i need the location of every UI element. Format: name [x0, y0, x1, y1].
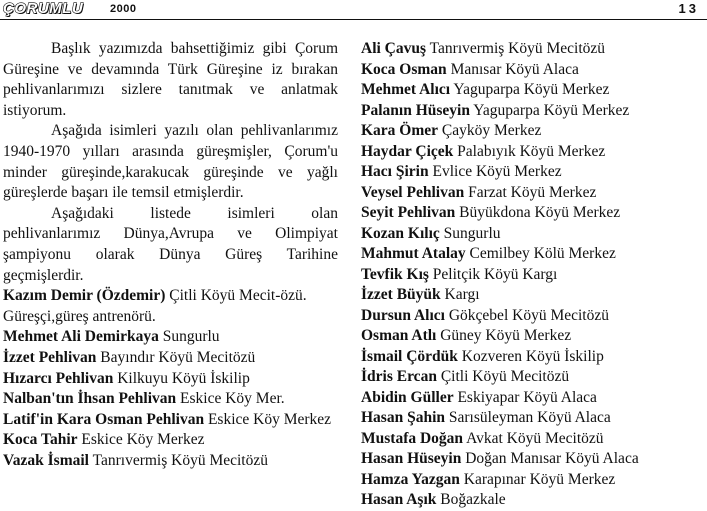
wrestler-info: Bayındır Köyü Mecitözü — [100, 348, 256, 366]
wrestler-name: Mahmut Atalay — [361, 245, 466, 262]
wrestler-info: Boğazkale — [440, 491, 506, 508]
list-item — [361, 60, 705, 81]
wrestler-info: Eskice Köy Merkez — [207, 410, 332, 428]
wrestler-name: İzzet Pehlivan — [3, 348, 97, 366]
list-item — [361, 39, 705, 60]
wrestler-info: Yaguparpa Köyü Merkez — [453, 81, 610, 98]
intro-paragraph: Başlık yazımızda bahsettiğimiz gibi Çorum Güreşine ve devamında Türk Güreşine iz bırakan pehlivanlarımızı sizlere tanıtmak ve anlatmak istiyorum. — [3, 40, 338, 119]
wrestler-list-left — [3, 286, 338, 471]
list-item — [361, 490, 705, 511]
list-item — [361, 449, 705, 470]
wrestler-name: Nalban'tın İhsan Pehlivan — [3, 390, 177, 408]
list-item — [361, 306, 705, 327]
wrestler-info: Tanrıvermiş Köyü Mecitözü — [429, 40, 606, 57]
wrestler-name: Hamza Yazgan — [361, 470, 460, 488]
wrestler-name: Palanın Hüseyin — [361, 101, 470, 119]
list-item — [3, 348, 338, 369]
list-item — [361, 408, 705, 429]
list-item — [361, 244, 705, 265]
list-item — [361, 121, 705, 142]
wrestler-name: Seyit Pehlivan — [361, 204, 456, 221]
wrestler-info: Pelitçik Köyü Kargı — [432, 265, 558, 283]
list-item — [3, 389, 338, 410]
wrestler-info: Yaguparpa Köyü Merkez — [473, 101, 630, 119]
wrestler-name: Osman Atlı — [361, 327, 437, 344]
list-item — [361, 162, 705, 183]
list-item — [3, 430, 338, 451]
wrestler-info: Eskiyapar Köyü Alaca — [457, 388, 597, 406]
wrestler-name: Kozan Kılıç — [361, 224, 440, 242]
header-rule — [0, 19, 707, 20]
wrestler-name: İsmail Çördük — [361, 347, 458, 365]
wrestler-name: Hasan Aşık — [361, 491, 437, 508]
wrestler-name: Vazak İsmail — [3, 451, 89, 469]
wrestler-name: Hızarcı Pehlivan — [3, 369, 114, 387]
wrestler-info: Sarısüleyman Köyü Alaca — [448, 409, 611, 426]
left-column — [3, 39, 338, 471]
list-item — [3, 327, 338, 348]
wrestler-info: Cemilbey Kölü Merkez — [469, 245, 616, 262]
wrestler-name: Ali Çavuş — [361, 40, 427, 57]
list-item — [361, 224, 705, 245]
wrestler-name: Koca Tahir — [3, 431, 78, 449]
wrestler-name: Veysel Pehlivan — [361, 183, 465, 201]
wrestler-info: Avkat Köyü Mecitözü — [466, 429, 604, 447]
wrestler-info: Güney Köyü Merkez — [440, 327, 572, 344]
list-item — [361, 101, 705, 122]
wrestler-name: Hasan Şahin — [361, 409, 446, 426]
wrestler-name: Hasan Hüseyin — [361, 450, 462, 467]
list-item — [3, 286, 338, 327]
list-item — [361, 183, 705, 204]
wrestler-info: Eskice Köy Merkez — [81, 431, 205, 449]
wrestler-info: Kilkuyu Köyü İskilip — [117, 369, 250, 387]
wrestler-name: Kazım Demir (Özdemir) — [3, 287, 166, 305]
wrestler-name: İzzet Büyük — [361, 286, 441, 303]
wrestler-info: Kozveren Köyü İskilip — [461, 347, 604, 365]
page-number: 13 — [678, 1, 699, 16]
wrestler-name: İdris Ercan — [361, 368, 437, 385]
wrestler-info: Manısar Köyü Alaca — [450, 60, 579, 78]
list-item — [361, 265, 705, 286]
issue-year: 2000 — [110, 3, 137, 15]
list-item — [361, 429, 705, 450]
wrestler-info: Çitli Köyü Mecitözü — [440, 368, 570, 385]
wrestler-info: Sungurlu — [162, 328, 220, 346]
wrestler-name: Mehmet Ali Demirkaya — [3, 328, 159, 346]
wrestler-info: Büyükdona Köyü Merkez — [459, 204, 621, 221]
wrestler-name: Hacı Şirin — [361, 163, 429, 180]
wrestler-info: Eskice Köy Mer. — [180, 390, 285, 408]
wrestler-name: Mehmet Alıcı — [361, 81, 451, 98]
wrestler-info: Sungurlu — [443, 224, 501, 242]
wrestler-info: Karapınar Köyü Merkez — [463, 470, 616, 488]
list-item — [361, 367, 705, 388]
list-item — [361, 203, 705, 224]
list-item — [3, 369, 338, 390]
wrestler-info: Doğan Manısar Köyü Alaca — [465, 450, 639, 467]
wrestler-name: Latif'in Kara Osman Pehlivan — [3, 410, 205, 428]
list-item — [3, 410, 338, 431]
list-item — [361, 470, 705, 491]
list-item — [361, 326, 705, 347]
wrestler-name: Kara Ömer — [361, 122, 439, 139]
wrestler-name: Haydar Çiçek — [361, 142, 454, 160]
wrestler-info: Palabıyık Köyü Merkez — [457, 142, 606, 160]
wrestler-name: Abidin Güller — [361, 388, 454, 406]
wrestler-info: Çitli Köyü Mecit-özü. Güreşçi,güreş antrenörü. — [3, 287, 307, 325]
list-item — [361, 388, 705, 409]
wrestler-info: Farzat Köyü Merkez — [468, 183, 597, 201]
wrestler-name: Dursun Alıcı — [361, 306, 445, 324]
list-item — [361, 142, 705, 163]
wrestler-info: Kargı — [444, 286, 480, 303]
intro-paragraph: Aşağıda isimleri yazılı olan pehlivanlarımız 1940-1970 yılları arasında güreşmişler, Çorum'u minder güreşinde,karakucak güreşinde ve yağlı güreşlerde başarı ile temsil etmişlerdir. — [3, 122, 338, 202]
list-item — [361, 285, 705, 306]
intro-paragraph: Aşağıdaki listede isimleri olan pehlivanlarımız Dünya,Avrupa ve Olimpiyat şampiyonu olarak Dünya Güreş Tarihine geçmişlerdir. — [3, 204, 338, 284]
wrestler-info: Çayköy Merkez — [441, 122, 542, 139]
list-item — [361, 80, 705, 101]
wrestler-name: Mustafa Doğan — [361, 429, 464, 447]
list-item — [3, 451, 338, 472]
page-header — [0, 0, 707, 22]
wrestler-name: Tevfik Kış — [361, 265, 429, 283]
wrestler-info: Gökçebel Köyü Mecitözü — [448, 306, 609, 324]
wrestler-info: Tanrıvermiş Köyü Mecitözü — [92, 451, 268, 469]
wrestler-list-right — [361, 39, 705, 511]
magazine-logo: ÇORUMLU — [3, 0, 84, 17]
wrestler-info: Evlice Köyü Merkez — [432, 163, 562, 180]
wrestler-name: Koca Osman — [361, 60, 447, 78]
list-item — [361, 347, 705, 368]
